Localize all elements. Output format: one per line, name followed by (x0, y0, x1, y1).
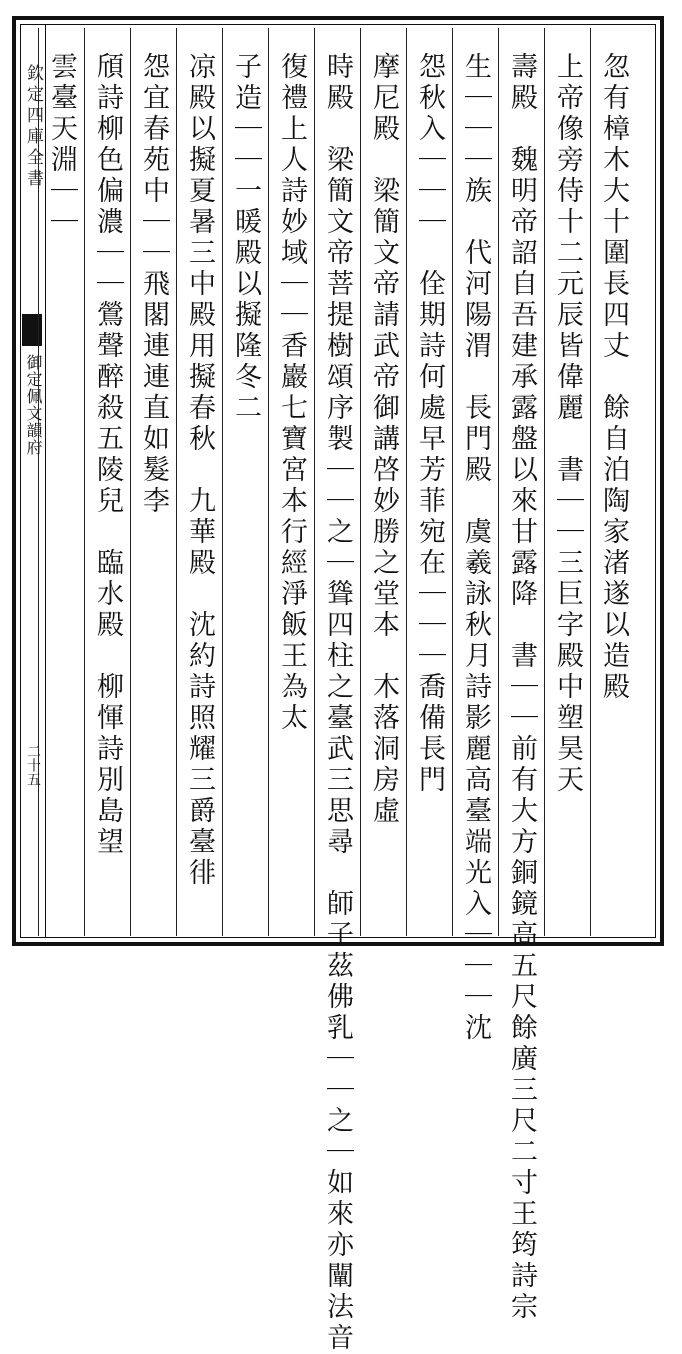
text-column (180, 52, 218, 932)
column-text: 凉殿以擬夏暑三中殿用擬春秋 九華殿 沈約詩照耀三爵臺徘 (184, 52, 215, 889)
column-text: 摩尼殿 梁簡文帝請武帝御講啓妙勝之堂本 木落洞房虛 (368, 52, 399, 827)
column-text: 子造｜｜一暖殿以擬隆冬二 (230, 52, 261, 424)
text-column (548, 52, 586, 932)
text-column (42, 52, 80, 932)
column-text: 復禮上人詩妙域｜｜香巖七寶宮本行經淨飯王為太 (276, 52, 307, 734)
text-column (318, 52, 356, 1354)
column-divider (314, 28, 315, 936)
column-divider (498, 28, 499, 936)
column-text: 怨秋入｜｜｜ 佺期詩何處早芳菲宛在｜｜｜喬備長門 (414, 52, 445, 796)
text-column (502, 52, 540, 1323)
column-divider (130, 28, 131, 936)
column-divider (406, 28, 407, 936)
column-divider (590, 28, 591, 936)
column-text: 生｜｜｜族 代河陽渭 長門殿 虞羲詠秋月詩影麗高臺端光入｜｜｜沈 (460, 52, 491, 1044)
column-divider (176, 28, 177, 936)
text-column (226, 52, 264, 932)
column-text: 怨宜春苑中｜｜飛閣連連直如髮李 (138, 52, 169, 517)
margin-book-title: 欽定四庫全書 (23, 64, 43, 190)
margin-page-number: 二十五 (25, 744, 41, 786)
column-divider (84, 28, 85, 936)
column-divider (222, 28, 223, 936)
column-text: 時殿 梁簡文帝菩提樹頌序製｜｜之｜聳四柱之臺武三思尋 師子茲佛乳｜｜之｜如來亦闡法音 (322, 52, 353, 1354)
text-column (456, 52, 494, 1044)
column-divider (268, 28, 269, 936)
text-column (88, 52, 126, 932)
text-column (410, 52, 448, 932)
column-text: 壽殿 魏明帝詔自吾建承露盤以來甘露降 書｜｜前有大方銅鏡高五尺餘廣三尺二寸王筠詩宗 (506, 52, 537, 1323)
margin-sub-title: 御定佩文韻府 (24, 354, 43, 456)
column-text: 雲臺天淵｜｜ (46, 52, 77, 238)
column-divider (38, 28, 39, 936)
text-column (272, 52, 310, 932)
text-column (594, 52, 632, 932)
text-column (364, 52, 402, 932)
fish-tail-block (22, 314, 42, 346)
column-text: 上帝像旁侍十二元辰皆偉麗 書｜｜三巨字殿中塑昊天 (552, 52, 583, 796)
column-text: 頎詩柳色偏濃｜｜鶯聲醉殺五陵兒 臨水殿 柳惲詩別島望 (92, 52, 123, 858)
column-text: 忽有樟木大十圍長四丈 餘自泊陶家渚遂以造殿 (598, 52, 629, 703)
text-column (134, 52, 172, 932)
column-divider (544, 28, 545, 936)
column-divider (452, 28, 453, 936)
column-divider (360, 28, 361, 936)
